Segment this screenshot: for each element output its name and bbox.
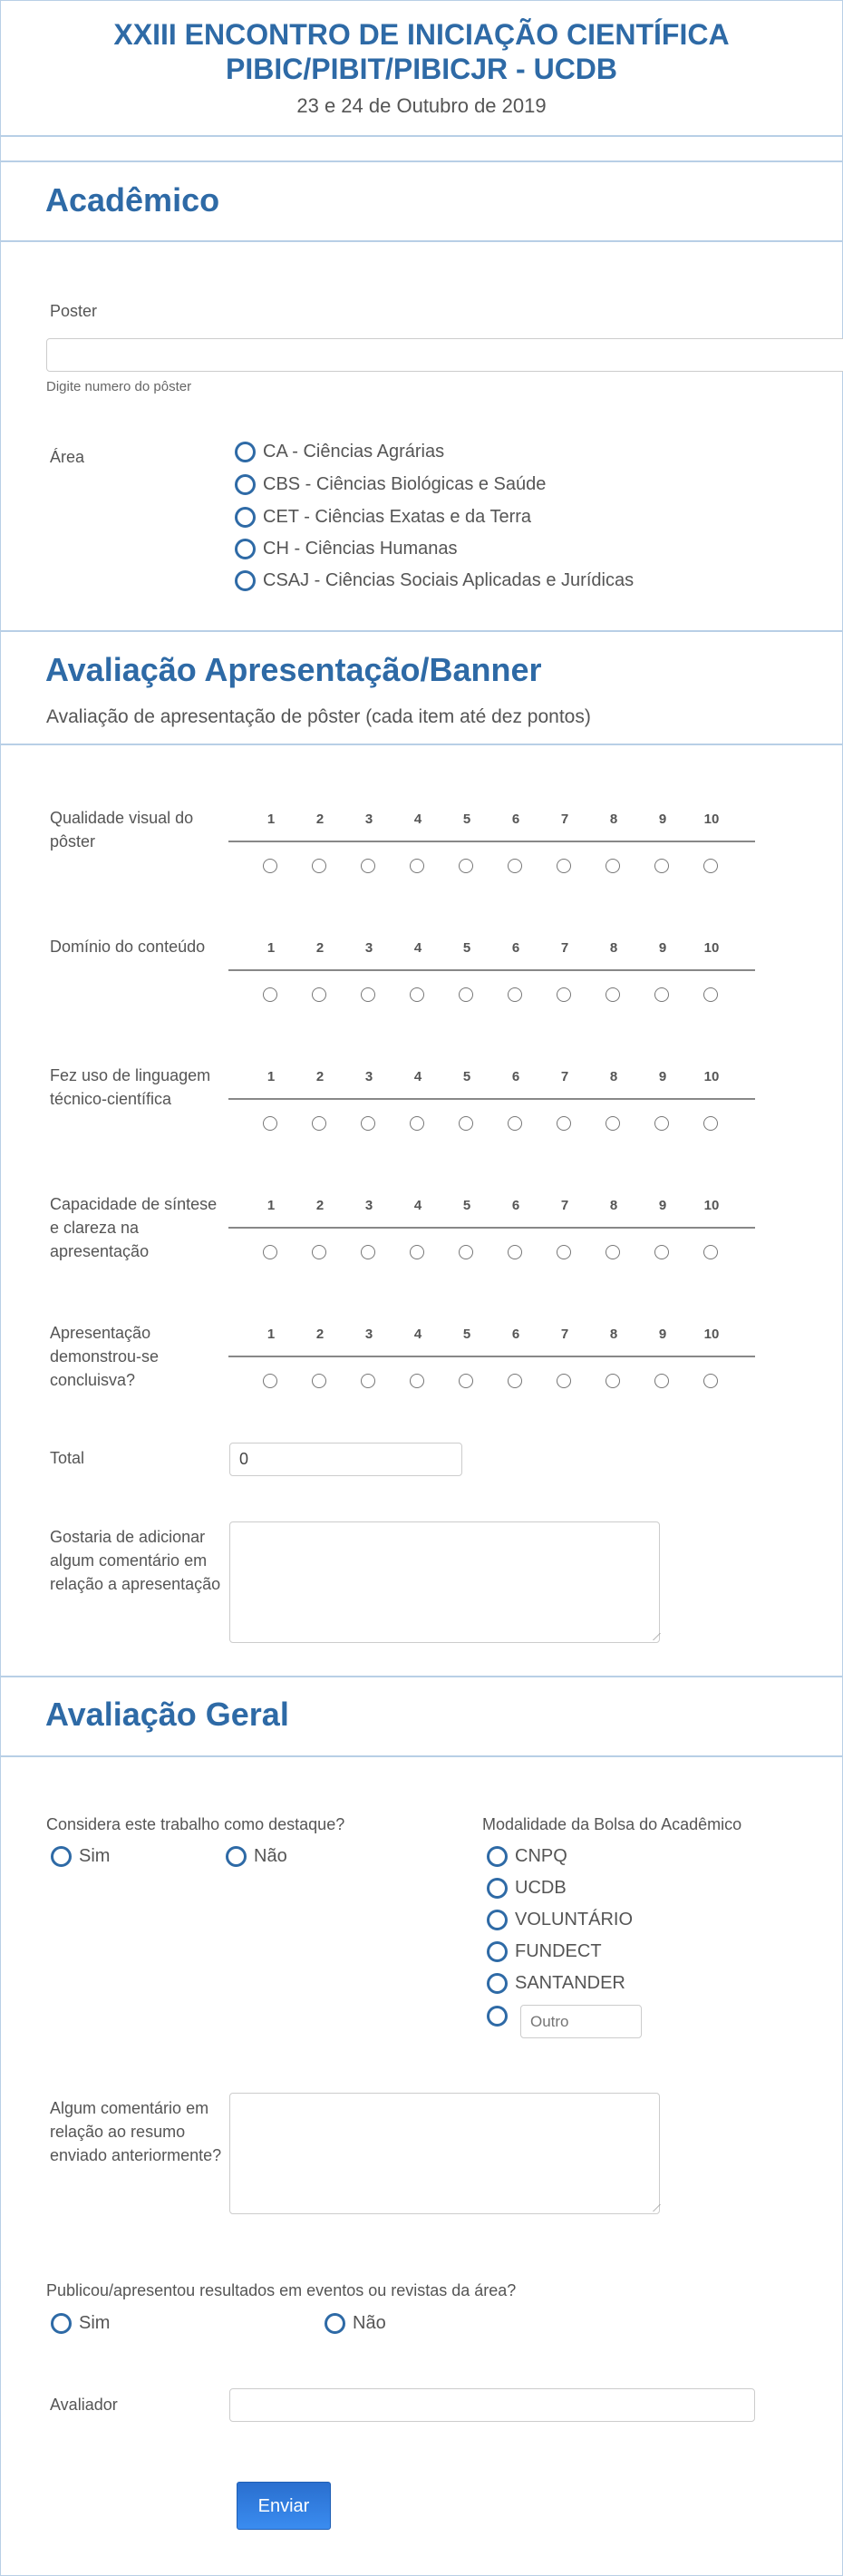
comment-textarea[interactable] (229, 1521, 660, 1643)
rating-radio-10[interactable] (703, 1245, 718, 1259)
rating-radio-2[interactable] (312, 859, 326, 873)
rating-radio-8[interactable] (606, 987, 620, 1002)
resumo-textarea[interactable] (229, 2093, 660, 2214)
publicou-option-label[interactable]: Não (353, 2313, 386, 2333)
area-option-label[interactable]: CA - Ciências Agrárias (263, 442, 445, 462)
rating-scale-number: 8 (609, 940, 618, 956)
rating-scale-number: 2 (315, 812, 325, 827)
divider (0, 135, 843, 137)
total-label: Total (50, 1449, 85, 1467)
rating-scale-number: 6 (511, 1327, 520, 1342)
rating-radio-1[interactable] (263, 987, 277, 1002)
rating-scale-number: 9 (658, 1198, 667, 1213)
rating-radio-3[interactable] (361, 1374, 375, 1388)
resize-handle-icon[interactable] (645, 2204, 661, 2211)
rating-scale-number: 7 (560, 1069, 569, 1084)
rating-radio-10[interactable] (703, 987, 718, 1002)
section-subtitle-apresentacao: Avaliação de apresentação de pôster (cada item até dez pontos) (46, 706, 591, 727)
destaque-option-label[interactable]: Sim (79, 1846, 111, 1866)
publicou-option-label[interactable]: Sim (79, 2313, 111, 2333)
rating-radio-1[interactable] (263, 1374, 277, 1388)
area-radio-csaj[interactable] (235, 570, 256, 591)
rating-radio-7[interactable] (557, 1245, 571, 1259)
rating-scale-number: 7 (560, 940, 569, 956)
rating-scale-number: 2 (315, 940, 325, 956)
form-title: XXIII ENCONTRO DE INICIAÇÃO CIENTÍFICA (113, 18, 730, 51)
rating-criterion-label: Qualidade visual do pôster (50, 809, 194, 851)
area-radio-cbs[interactable] (235, 474, 256, 495)
bolsa-option-label[interactable]: CNPQ (515, 1846, 567, 1866)
rating-radio-8[interactable] (606, 859, 620, 873)
rating-scale-number: 5 (462, 940, 471, 956)
comment-label: Gostaria de adicionar algum comentário em relação a apresentação (50, 1528, 221, 1593)
rating-scale-number: 4 (413, 1069, 422, 1084)
rating-scale-number: 3 (364, 1069, 373, 1084)
rating-radio-5[interactable] (459, 987, 473, 1002)
rating-scale-number: 9 (658, 1327, 667, 1342)
rating-scale-line (228, 1227, 755, 1229)
rating-radio-8[interactable] (606, 1245, 620, 1259)
rating-radio-6[interactable] (508, 1374, 522, 1388)
form-subtitle: PIBIC/PIBIT/PIBICJR - UCDB (225, 53, 618, 85)
rating-scale-number: 4 (413, 812, 422, 827)
rating-criterion-label: Domínio do conteúdo (50, 938, 206, 956)
rating-scale-number: 3 (364, 1327, 373, 1342)
rating-radio-6[interactable] (508, 1245, 522, 1259)
rating-radio-1[interactable] (263, 1116, 277, 1131)
rating-radio-6[interactable] (508, 859, 522, 873)
rating-criterion-label: Apresentação demonstrou-se concluisva? (50, 1324, 160, 1389)
rating-radio-2[interactable] (312, 987, 326, 1002)
rating-scale-number: 1 (266, 1327, 276, 1342)
event-date: 23 e 24 de Outubro de 2019 (296, 94, 547, 117)
rating-radio-9[interactable] (654, 859, 669, 873)
rating-radio-8[interactable] (606, 1116, 620, 1131)
rating-radio-1[interactable] (263, 859, 277, 873)
rating-radio-10[interactable] (703, 1116, 718, 1131)
rating-scale-number: 5 (462, 812, 471, 827)
total-input[interactable] (229, 1443, 462, 1476)
rating-scale-number: 1 (266, 812, 276, 827)
rating-scale-number: 4 (413, 1327, 422, 1342)
rating-scale-number: 6 (511, 1069, 520, 1084)
rating-scale-number: 8 (609, 1069, 618, 1084)
bolsa-option-label[interactable]: VOLUNTÁRIO (515, 1910, 634, 1930)
destaque-radio-sim[interactable] (51, 1846, 72, 1867)
rating-radio-9[interactable] (654, 1374, 669, 1388)
rating-scale-number: 6 (511, 940, 520, 956)
rating-scale-number: 8 (609, 812, 618, 827)
rating-radio-1[interactable] (263, 1245, 277, 1259)
rating-radio-9[interactable] (654, 1245, 669, 1259)
rating-scale-number: 10 (703, 1327, 720, 1342)
rating-scale-number: 10 (703, 1198, 720, 1213)
rating-scale-number: 1 (266, 940, 276, 956)
resize-handle-icon[interactable] (645, 1633, 661, 1640)
rating-scale-number: 10 (703, 1069, 720, 1084)
rating-radio-9[interactable] (654, 987, 669, 1002)
rating-radio-6[interactable] (508, 987, 522, 1002)
divider (0, 1676, 843, 1677)
destaque-label: Considera este trabalho como destaque? (46, 1815, 345, 1833)
rating-scale-number: 5 (462, 1198, 471, 1213)
rating-radio-5[interactable] (459, 859, 473, 873)
rating-scale-number: 10 (703, 812, 720, 827)
submit-button[interactable]: Enviar (237, 2482, 331, 2530)
bolsa-radio-ucdb[interactable] (487, 1878, 508, 1899)
rating-radio-5[interactable] (459, 1245, 473, 1259)
rating-scale-number: 7 (560, 1198, 569, 1213)
rating-radio-7[interactable] (557, 1116, 571, 1131)
publicou-label: Publicou/apresentou resultados em eventos ou revistas da área? (46, 2281, 517, 2299)
poster-input[interactable] (46, 338, 843, 372)
area-label: Área (50, 448, 85, 466)
rating-scale-number: 4 (413, 1198, 422, 1213)
rating-radio-9[interactable] (654, 1116, 669, 1131)
rating-scale-number: 9 (658, 940, 667, 956)
rating-scale-line (228, 841, 755, 842)
bolsa-radio-santander[interactable] (487, 1973, 508, 1994)
section-title-apresentacao: Avaliação Apresentação/Banner (45, 651, 542, 688)
publicou-radio-sim[interactable] (51, 2313, 72, 2334)
divider (0, 630, 843, 632)
avaliador-label: Avaliador (50, 2396, 118, 2414)
area-option-label[interactable]: CH - Ciências Humanas (263, 539, 458, 559)
destaque-option-label[interactable]: Não (254, 1846, 287, 1866)
area-radio-cet[interactable] (235, 507, 256, 528)
rating-radio-7[interactable] (557, 1374, 571, 1388)
avaliador-input[interactable] (229, 2388, 755, 2422)
poster-hint: Digite numero do pôster (46, 379, 192, 394)
bolsa-radio-fundect[interactable] (487, 1941, 508, 1962)
rating-scale-number: 7 (560, 1327, 569, 1342)
rating-scale-number: 9 (658, 1069, 667, 1084)
rating-radio-3[interactable] (361, 859, 375, 873)
bolsa-option-label[interactable]: SANTANDER (515, 1973, 625, 1993)
rating-criterion-label: Fez uso de linguagem técnico-científica (50, 1066, 211, 1108)
divider (0, 240, 843, 242)
rating-radio-10[interactable] (703, 859, 718, 873)
rating-scale-number: 2 (315, 1198, 325, 1213)
area-option-label[interactable]: CET - Ciências Exatas e da Terra (263, 507, 532, 527)
rating-criterion-label: Capacidade de síntese e clareza na apresentação (50, 1195, 218, 1260)
bolsa-radio-voluntario[interactable] (487, 1910, 508, 1930)
rating-radio-2[interactable] (312, 1374, 326, 1388)
rating-radio-3[interactable] (361, 1116, 375, 1131)
rating-radio-6[interactable] (508, 1116, 522, 1131)
rating-scale-number: 4 (413, 940, 422, 956)
rating-scale-number: 3 (364, 812, 373, 827)
rating-radio-4[interactable] (410, 987, 424, 1002)
rating-radio-4[interactable] (410, 1245, 424, 1259)
rating-scale-number: 7 (560, 812, 569, 827)
divider (0, 160, 843, 162)
rating-radio-7[interactable] (557, 859, 571, 873)
publicou-radio-nao[interactable] (325, 2313, 345, 2334)
rating-radio-4[interactable] (410, 1374, 424, 1388)
section-title-geral: Avaliação Geral (45, 1696, 289, 1733)
rating-radio-5[interactable] (459, 1116, 473, 1131)
rating-scale-number: 6 (511, 812, 520, 827)
divider (0, 1755, 843, 1757)
area-radio-ca[interactable] (235, 442, 256, 462)
rating-radio-2[interactable] (312, 1245, 326, 1259)
rating-scale-line (228, 1356, 755, 1357)
rating-scale-number: 2 (315, 1069, 325, 1084)
rating-scale-number: 5 (462, 1069, 471, 1084)
bolsa-option-label[interactable]: UCDB (515, 1878, 567, 1898)
rating-radio-3[interactable] (361, 1245, 375, 1259)
rating-scale-number: 9 (658, 812, 667, 827)
bolsa-label: Modalidade da Bolsa do Acadêmico (482, 1815, 742, 1833)
rating-scale-line (228, 969, 755, 971)
rating-scale-number: 2 (315, 1327, 325, 1342)
rating-scale-number: 1 (266, 1069, 276, 1084)
rating-scale-number: 1 (266, 1198, 276, 1213)
rating-scale-number: 6 (511, 1198, 520, 1213)
rating-scale-number: 5 (462, 1327, 471, 1342)
section-title-academico: Acadêmico (45, 181, 220, 219)
rating-scale-number: 3 (364, 1198, 373, 1213)
rating-radio-4[interactable] (410, 1116, 424, 1131)
rating-radio-8[interactable] (606, 1374, 620, 1388)
bolsa-other-input[interactable] (520, 2005, 642, 2038)
rating-radio-2[interactable] (312, 1116, 326, 1131)
destaque-radio-nao[interactable] (226, 1846, 247, 1867)
rating-scale-number: 10 (703, 940, 720, 956)
rating-scale-number: 8 (609, 1198, 618, 1213)
area-option-label[interactable]: CBS - Ciências Biológicas e Saúde (263, 474, 547, 494)
rating-radio-7[interactable] (557, 987, 571, 1002)
rating-radio-10[interactable] (703, 1374, 718, 1388)
rating-scale-number: 8 (609, 1327, 618, 1342)
resumo-label: Algum comentário em relação ao resumo enviado anteriormente? (50, 2099, 222, 2164)
rating-scale-line (228, 1098, 755, 1100)
rating-scale-number: 3 (364, 940, 373, 956)
bolsa-radio-outro[interactable] (487, 2006, 508, 2027)
rating-radio-3[interactable] (361, 987, 375, 1002)
bolsa-radio-cnpq[interactable] (487, 1846, 508, 1867)
bolsa-option-label[interactable]: FUNDECT (515, 1941, 602, 1961)
rating-radio-4[interactable] (410, 859, 424, 873)
area-option-label[interactable]: CSAJ - Ciências Sociais Aplicadas e Jurídicas (263, 570, 635, 590)
divider (0, 744, 843, 745)
poster-label: Poster (50, 302, 98, 320)
rating-radio-5[interactable] (459, 1374, 473, 1388)
area-radio-ch[interactable] (235, 539, 256, 559)
